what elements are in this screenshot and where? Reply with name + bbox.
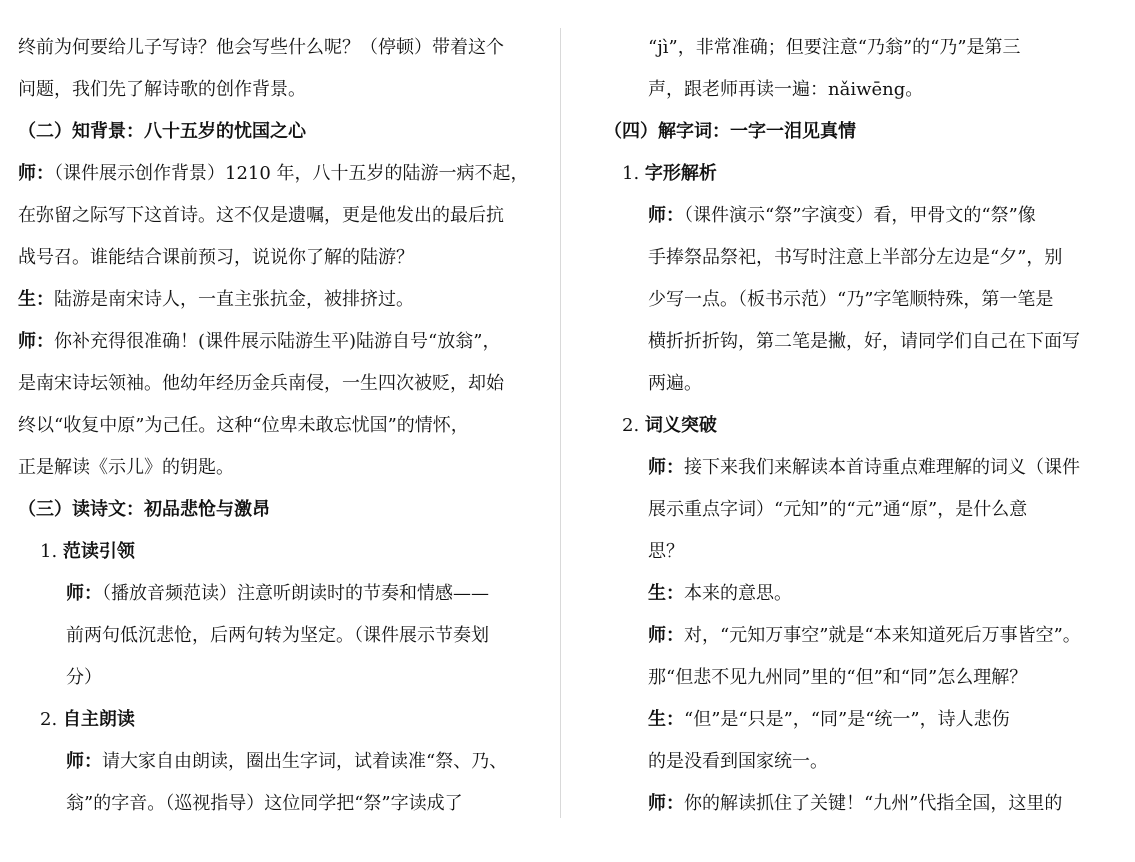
list-number: 1. — [40, 541, 58, 562]
paragraph-line: 思？ — [648, 541, 684, 562]
section-heading-2: （二）知背景：八十五岁的忧国之心 — [18, 121, 306, 142]
paragraph-line: 终以“收复中原”为己任。这种“位卑未敢忘忧国”的情怀， — [18, 415, 469, 436]
list-title: 自主朗读 — [62, 709, 135, 730]
paragraph-line: 前两句低沉悲怆，后两句转为坚定。（课件展示节奏划 — [66, 625, 489, 646]
teacher-line — [66, 741, 507, 783]
list-title: 词义突破 — [644, 415, 717, 436]
paragraph-line: 正是解读《示儿》的钥匙。 — [18, 457, 234, 478]
dialogue-text: “但”是“只是”，“同”是“统一”，诗人悲伤 — [684, 709, 1010, 730]
list-item-heading — [40, 531, 135, 573]
paragraph-line: 翁”的字音。（巡视指导）这位同学把“祭”字读成了 — [66, 793, 463, 814]
paragraph-line: 那“但悲不见九州同”里的“但”和“同”怎么理解？ — [648, 667, 1028, 688]
speaker-label: 师： — [66, 583, 102, 604]
dialogue-text: 你补充得很准确！(课件展示陆游生平)陆游自号“放翁”， — [54, 331, 501, 352]
teacher-line — [66, 573, 489, 615]
paragraph-line: 在弥留之际写下这首诗。这不仅是遗嘱，更是他发出的最后抗 — [18, 205, 504, 226]
speaker-label: 师： — [648, 625, 684, 646]
list-title: 范读引领 — [62, 541, 135, 562]
paragraph-line: 是南宋诗坛领袖。他幼年经历金兵南侵，一生四次被贬，却始 — [18, 373, 504, 394]
list-item-heading — [622, 153, 717, 195]
paragraph-line: “jì”，非常准确；但要注意“乃翁”的“乃”是第三 — [648, 37, 1021, 58]
dialogue-text: （课件演示“祭”字演变）看，甲骨文的“祭”像 — [684, 205, 1036, 226]
paragraph-line: 的是没看到国家统一。 — [648, 751, 828, 772]
section-heading-3: （三）读诗文：初品悲怆与激昂 — [18, 499, 270, 520]
student-line — [648, 699, 1010, 741]
column-divider — [560, 28, 561, 818]
paragraph-line: 展示重点字词）“元知”的“元”通“原”，是什么意 — [648, 499, 1028, 520]
paragraph-line: 少写一点。（板书示范）“乃”字笔顺特殊，第一笔是 — [648, 289, 1054, 310]
student-line — [648, 573, 792, 615]
dialogue-text: 本来的意思。 — [684, 583, 792, 604]
dialogue-text: （课件展示创作背景）1210 年，八十五岁的陆游一病不起， — [54, 163, 529, 184]
list-title: 字形解析 — [644, 163, 717, 184]
dialogue-text: 请大家自由朗读，圈出生字词，试着读准“祭、乃、 — [102, 751, 508, 772]
list-item-heading — [622, 405, 717, 447]
speaker-label: 师： — [66, 751, 102, 772]
paragraph-line: 终前为何要给儿子写诗？他会写些什么呢？（停顿）带着这个 — [18, 37, 504, 58]
dialogue-text: 对，“元知万事空”就是“本来知道死后万事皆空”。 — [684, 625, 1081, 646]
speaker-label: 师： — [648, 457, 684, 478]
paragraph-line: 手捧祭品祭祀，书写时注意上半部分左边是“夕”，别 — [648, 247, 1063, 268]
speaker-label: 师： — [18, 163, 54, 184]
dialogue-text: 你的解读抓住了关键！“九州”代指全国，这里的 — [684, 793, 1063, 814]
paragraph-line: 声，跟老师再读一遍：nǎiwēng。 — [648, 79, 924, 100]
list-number: 1. — [622, 163, 640, 184]
teacher-line — [648, 195, 1036, 237]
speaker-label: 生： — [648, 709, 684, 730]
paragraph-line: 问题，我们先了解诗歌的创作背景。 — [18, 79, 306, 100]
dialogue-text: 陆游是南宋诗人，一直主张抗金，被排挤过。 — [54, 289, 414, 310]
speaker-label: 生： — [18, 289, 54, 310]
list-number: 2. — [40, 709, 58, 730]
paragraph-line: 分） — [66, 667, 102, 688]
speaker-label: 师： — [18, 331, 54, 352]
student-line — [18, 279, 414, 321]
teacher-line — [648, 783, 1062, 825]
dialogue-text: （播放音频范读）注意听朗读时的节奏和情感—— — [102, 583, 489, 604]
teacher-line — [18, 153, 529, 195]
teacher-line — [648, 615, 1081, 657]
dialogue-text: 接下来我们来解读本首诗重点难理解的词义（课件 — [684, 457, 1080, 478]
speaker-label: 师： — [648, 205, 684, 226]
speaker-label: 生： — [648, 583, 684, 604]
teacher-line — [648, 447, 1080, 489]
teacher-line — [18, 321, 500, 363]
list-number: 2. — [622, 415, 640, 436]
speaker-label: 师： — [648, 793, 684, 814]
paragraph-line: 战号召。谁能结合课前预习，说说你了解的陆游？ — [18, 247, 414, 268]
paragraph-line: 两遍。 — [648, 373, 702, 394]
paragraph-line: 横折折折钩，第二笔是撇，好，请同学们自己在下面写 — [648, 331, 1080, 352]
section-heading-4: （四）解字词：一字一泪见真情 — [604, 121, 856, 142]
list-item-heading — [40, 699, 135, 741]
